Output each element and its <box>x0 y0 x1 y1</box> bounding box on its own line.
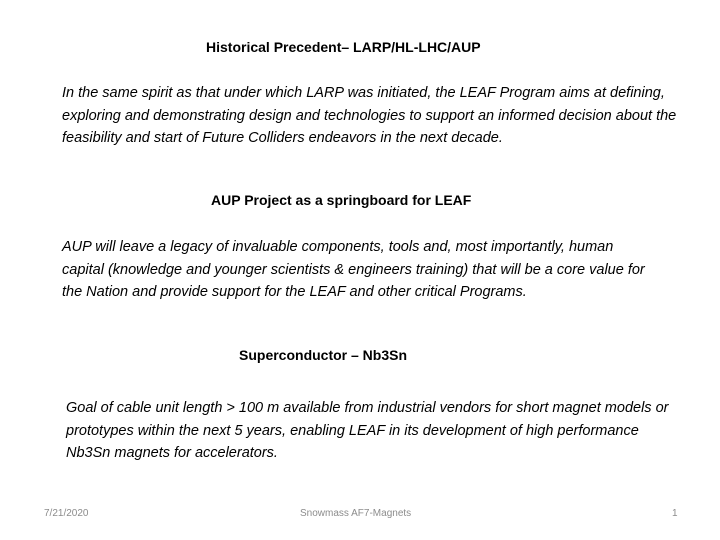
section-paragraph-superconductor: Goal of cable unit length > 100 m available from industrial vendors for short magnet models or prototypes within the next 5 years, enabling LEAF in its development of high performance Nb3Sn magnets for accelerators. <box>66 400 669 461</box>
section-paragraph-historical-precedent: In the same spirit as that under which LARP was initiated, the LEAF Program aims at defining, exploring and demonstrating design and technologies to support an informed decision about the feasibility and start of Future Colliders endeavors in the next decade. <box>62 85 677 146</box>
section-heading-aup-springboard: AUP Project as a springboard for LEAF <box>211 192 472 208</box>
section-heading-historical-precedent: Historical Precedent– LARP/HL-LHC/AUP <box>206 39 481 55</box>
section-heading-superconductor: Superconductor – Nb3Sn <box>239 347 408 363</box>
footer-date: 7/21/2020 <box>44 508 89 519</box>
footer-page-number: 1 <box>672 508 678 519</box>
section-paragraph-aup-springboard: AUP will leave a legacy of invaluable components, tools and, most importantly, human capital (knowledge and younger scientists & engineers training) that will be a core value for the Nation and provide support for the LEAF and other critical Programs. <box>62 239 645 300</box>
footer-title: Snowmass AF7-Magnets <box>300 508 412 519</box>
